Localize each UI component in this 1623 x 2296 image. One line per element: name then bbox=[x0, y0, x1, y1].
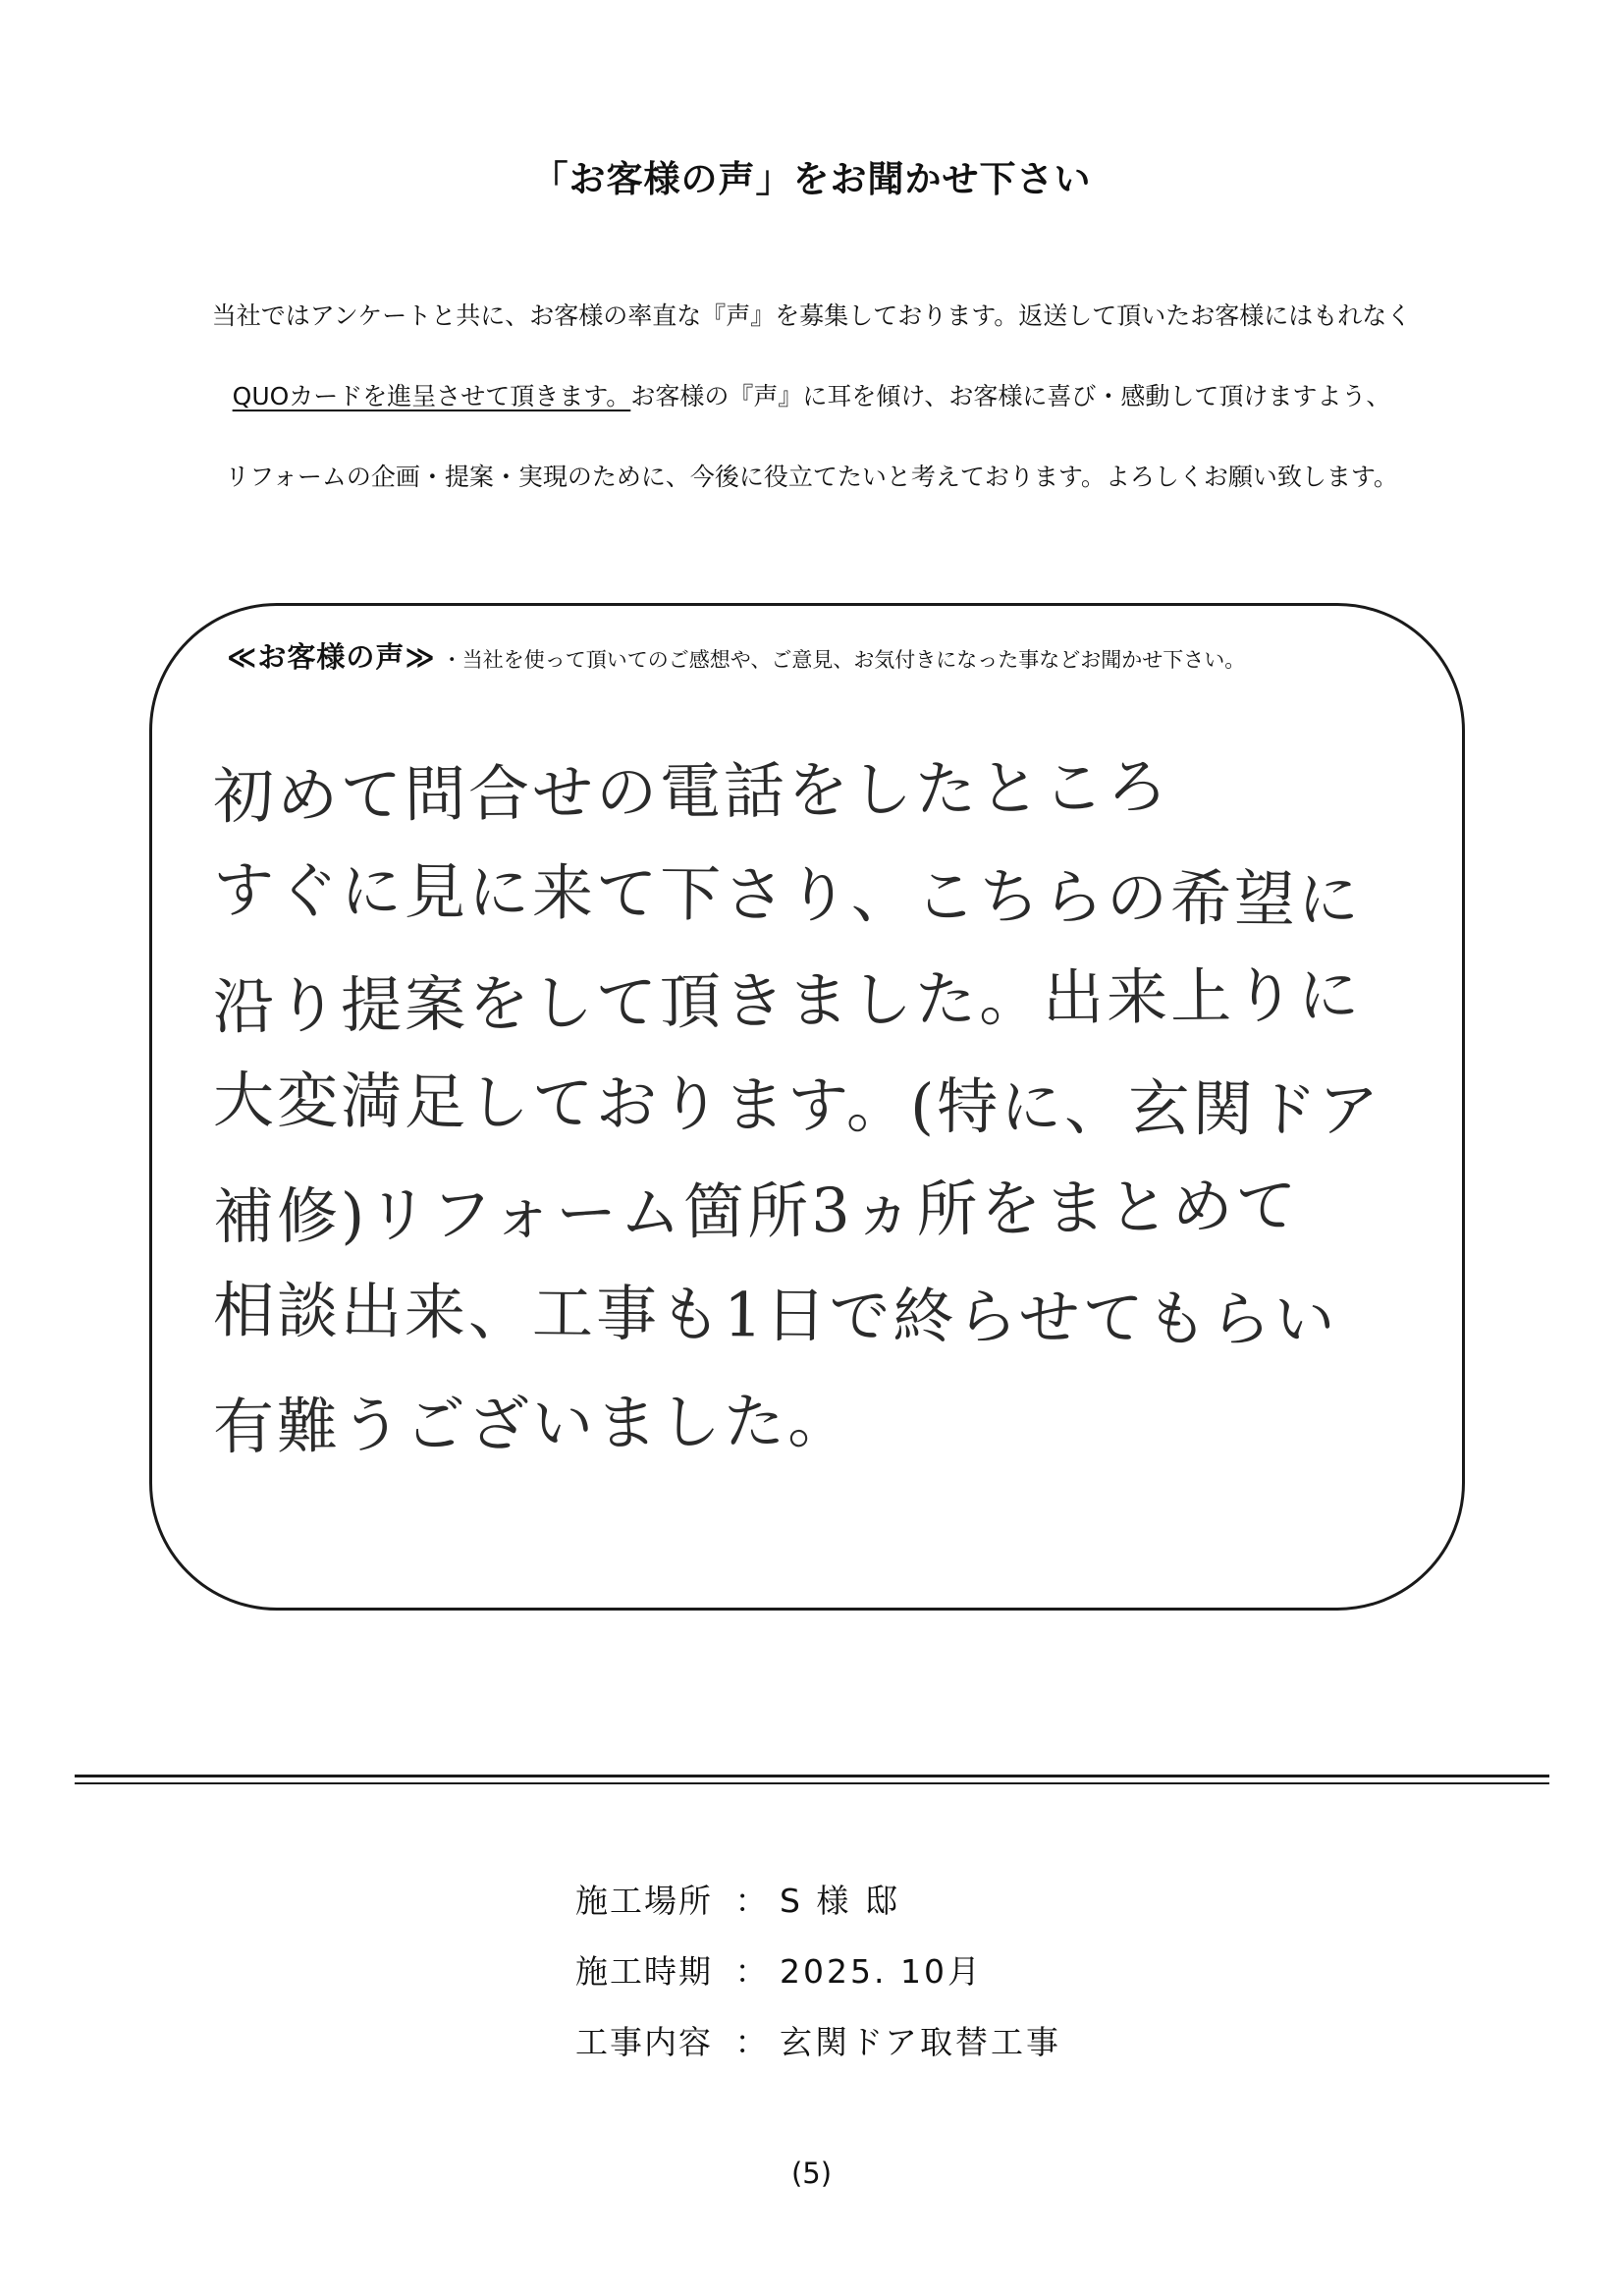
handwritten-line: 補修)リフォーム箇所3ヵ所をまとめて bbox=[212, 1169, 1300, 1253]
handwritten-line: 有難うございました。 bbox=[212, 1384, 852, 1463]
info-value: 玄関ドア取替工事 bbox=[780, 2023, 1062, 2061]
handwritten-line: すぐに見に来て下さり、こちらの希望に bbox=[212, 853, 1363, 936]
info-label: 施工時期 bbox=[575, 1952, 713, 1991]
handwritten-line: 初めて問合せの電話をしたところ bbox=[212, 750, 1171, 833]
info-label: 施工場所 bbox=[575, 1882, 713, 1920]
divider-line-thick bbox=[75, 1775, 1549, 1777]
divider-line-thin bbox=[75, 1782, 1549, 1784]
handwritten-line: 沿り提案をして頂きました。出来上りに bbox=[212, 958, 1363, 1043]
project-info-row-date bbox=[575, 1937, 1061, 2007]
page-number: (5) bbox=[790, 2157, 833, 2190]
voice-box-instruction: ・当社を使って頂いてのご感想や、ご意見、お気付きになった事などお聞かせ下さい。 bbox=[441, 648, 1246, 672]
info-value: 2025. 10月 bbox=[780, 1952, 983, 1991]
info-value: S 様 邸 bbox=[780, 1882, 900, 1920]
project-info-row-work bbox=[575, 2007, 1061, 2078]
intro-line-3: リフォームの企画・提案・実現のために、今後に役立てたいと考えております。よろしくお願い致します。 bbox=[225, 463, 1398, 491]
info-separator: ： bbox=[734, 1952, 768, 1991]
page-title: 「お客様の声」をお聞かせ下さい bbox=[531, 158, 1092, 200]
project-info bbox=[575, 1866, 1061, 2078]
info-label: 工事内容 bbox=[575, 2023, 713, 2061]
intro-line-1: 当社ではアンケートと共に、お客様の率直な『声』を募集しております。返送して頂いたお客様にはもれなく bbox=[211, 301, 1412, 330]
intro-line-2-rest: お客様の『声』に耳を傾け、お客様に喜び・感動して頂けますよう、 bbox=[630, 382, 1391, 410]
handwritten-line: 大変満足しております。(特に、玄関ドア bbox=[212, 1064, 1382, 1146]
project-info-row-location bbox=[575, 1866, 1061, 1937]
voice-box-header bbox=[227, 635, 1245, 676]
intro-line-2 bbox=[0, 377, 1623, 412]
info-separator: ： bbox=[734, 1882, 768, 1920]
handwritten-comment bbox=[213, 738, 1440, 1473]
intro-quo-card-notice: QUOカードを進呈させて頂きます。 bbox=[232, 382, 631, 410]
customer-voice-box bbox=[149, 603, 1465, 1611]
info-separator: ： bbox=[734, 2023, 768, 2061]
voice-box-label: ≪お客様の声≫ bbox=[227, 640, 436, 674]
handwritten-line: 相談出来、工事も1日で終らせてもらい bbox=[212, 1274, 1338, 1356]
